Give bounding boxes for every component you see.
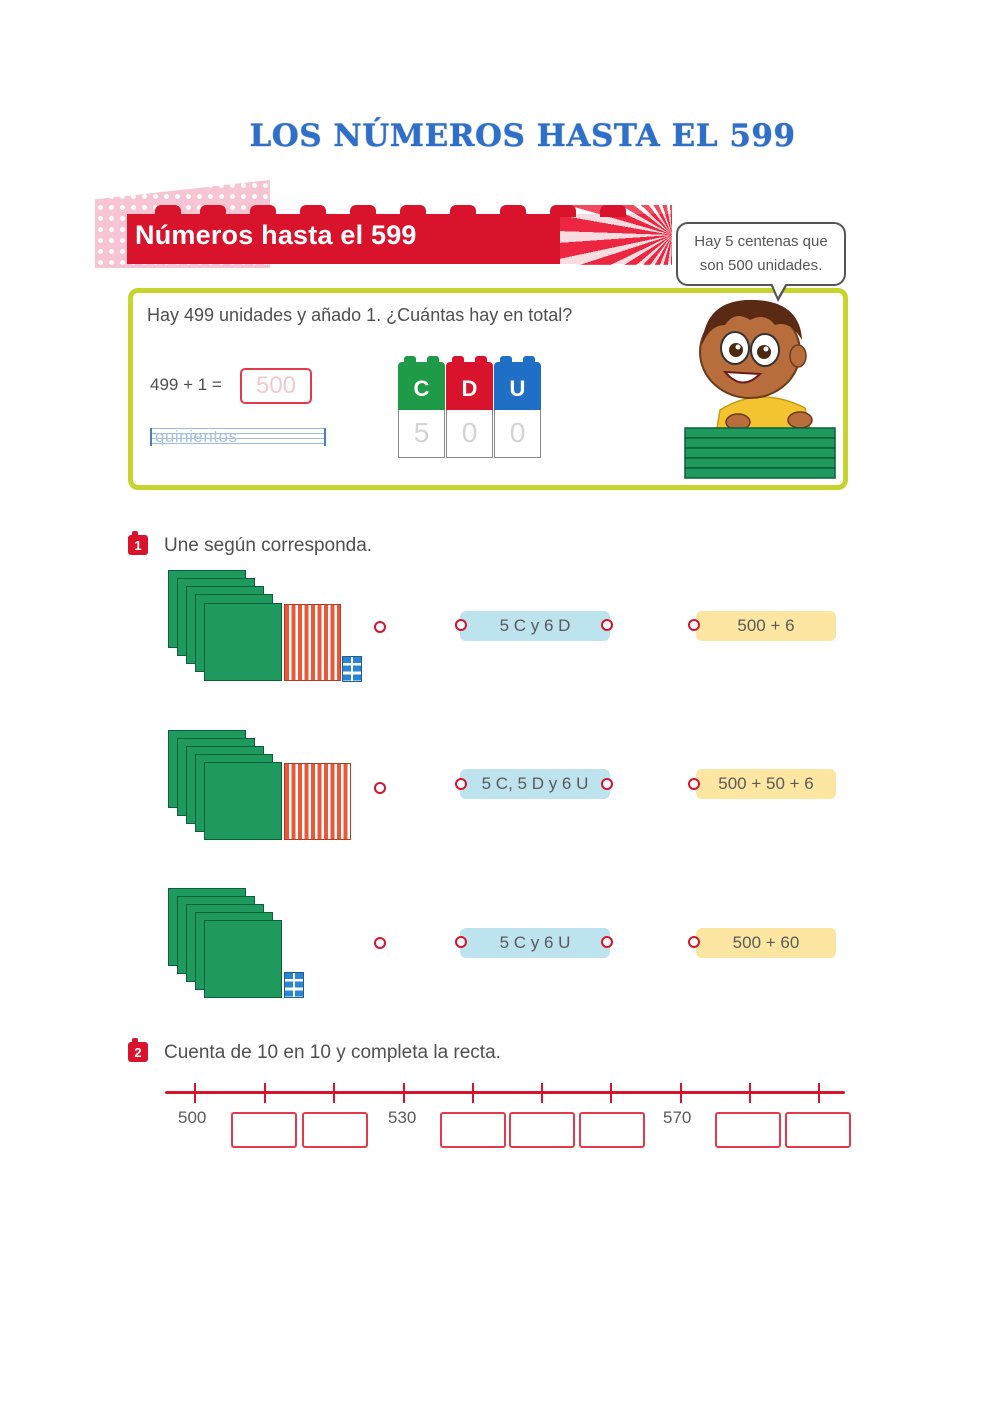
answer-words-line[interactable]: quinientos xyxy=(150,428,326,446)
banner-bump xyxy=(200,205,226,217)
intro-question: Hay 499 unidades y añado 1. ¿Cuántas hay en total? xyxy=(147,305,573,325)
boy-illustration xyxy=(680,290,840,480)
ten-rods xyxy=(284,604,341,681)
banner-title: Números hasta el 599 xyxy=(135,220,417,250)
place-value-column-u xyxy=(494,362,541,458)
number-line-label: 500 xyxy=(178,1108,207,1127)
place-value-column-c xyxy=(398,362,445,458)
unit-cubes xyxy=(342,656,362,682)
match-option-middle: 5 C y 6 U xyxy=(460,928,610,958)
match-dot[interactable] xyxy=(455,778,467,790)
number-line-answer-box[interactable] xyxy=(231,1112,297,1148)
number-line-tick xyxy=(472,1083,474,1103)
number-line-tick xyxy=(610,1083,612,1103)
match-dot[interactable] xyxy=(688,619,700,631)
match-dot[interactable] xyxy=(374,621,386,633)
place-value-header: D xyxy=(446,362,493,410)
exercise-instruction: Une según corresponda. xyxy=(164,535,373,556)
speech-bubble-line: son 500 unidades. xyxy=(699,257,823,274)
number-line-answer-box[interactable] xyxy=(302,1112,368,1148)
place-value-column-d xyxy=(446,362,493,458)
hundred-flat xyxy=(204,762,282,840)
banner-bump xyxy=(400,205,426,217)
banner-bump xyxy=(550,205,576,217)
banner-bump xyxy=(500,205,526,217)
number-line-tick xyxy=(680,1083,682,1103)
match-dot[interactable] xyxy=(374,782,386,794)
banner-bump xyxy=(300,205,326,217)
intro-equation: 499 + 1 = xyxy=(150,375,222,394)
banner-bump xyxy=(155,205,181,217)
answer-box[interactable]: 500 xyxy=(240,368,312,404)
exercise-number-badge: 1 xyxy=(128,535,148,555)
match-dot[interactable] xyxy=(601,619,613,631)
exercise-number-badge: 2 xyxy=(128,1042,148,1062)
number-line-tick xyxy=(403,1083,405,1103)
number-line-axis xyxy=(165,1091,845,1094)
banner-bump xyxy=(350,205,376,217)
hundred-flat xyxy=(204,920,282,998)
ten-rods xyxy=(284,763,351,840)
banner-bump xyxy=(450,205,476,217)
match-dot[interactable] xyxy=(688,778,700,790)
match-option-right: 500 + 50 + 6 xyxy=(696,769,836,799)
number-line-tick xyxy=(264,1083,266,1103)
place-value-digit[interactable]: 5 xyxy=(398,410,445,458)
number-line-answer-box[interactable] xyxy=(440,1112,506,1148)
place-value-digit[interactable]: 0 xyxy=(446,410,493,458)
speech-bubble xyxy=(676,222,846,286)
number-line-tick xyxy=(333,1083,335,1103)
unit-cubes xyxy=(284,972,304,998)
match-option-right: 500 + 60 xyxy=(696,928,836,958)
match-dot[interactable] xyxy=(455,936,467,948)
number-line-answer-box[interactable] xyxy=(785,1112,851,1148)
banner-bump xyxy=(250,205,276,217)
page-title: LOS NÚMEROS HASTA EL 599 xyxy=(249,118,796,154)
match-dot[interactable] xyxy=(374,937,386,949)
place-value-header: U xyxy=(494,362,541,410)
number-line-tick xyxy=(818,1083,820,1103)
number-line-answer-box[interactable] xyxy=(715,1112,781,1148)
match-dot[interactable] xyxy=(455,619,467,631)
match-dot[interactable] xyxy=(601,936,613,948)
number-line-label: 570 xyxy=(663,1108,692,1127)
hundred-flat xyxy=(204,603,282,681)
place-value-header: C xyxy=(398,362,445,410)
number-line-tick xyxy=(749,1083,751,1103)
banner-bump xyxy=(600,205,626,217)
match-dot[interactable] xyxy=(688,936,700,948)
match-option-middle: 5 C y 6 D xyxy=(460,611,610,641)
number-line-label: 530 xyxy=(388,1108,417,1127)
match-dot[interactable] xyxy=(601,778,613,790)
number-line-answer-box[interactable] xyxy=(579,1112,645,1148)
match-option-middle: 5 C, 5 D y 6 U xyxy=(460,769,610,799)
match-option-right: 500 + 6 xyxy=(696,611,836,641)
speech-bubble-line: Hay 5 centenas que xyxy=(694,233,828,250)
number-line-tick xyxy=(194,1083,196,1103)
number-line-answer-box[interactable] xyxy=(509,1112,575,1148)
place-value-digit[interactable]: 0 xyxy=(494,410,541,458)
number-line-tick xyxy=(541,1083,543,1103)
exercise-instruction: Cuenta de 10 en 10 y completa la recta. xyxy=(164,1042,501,1063)
